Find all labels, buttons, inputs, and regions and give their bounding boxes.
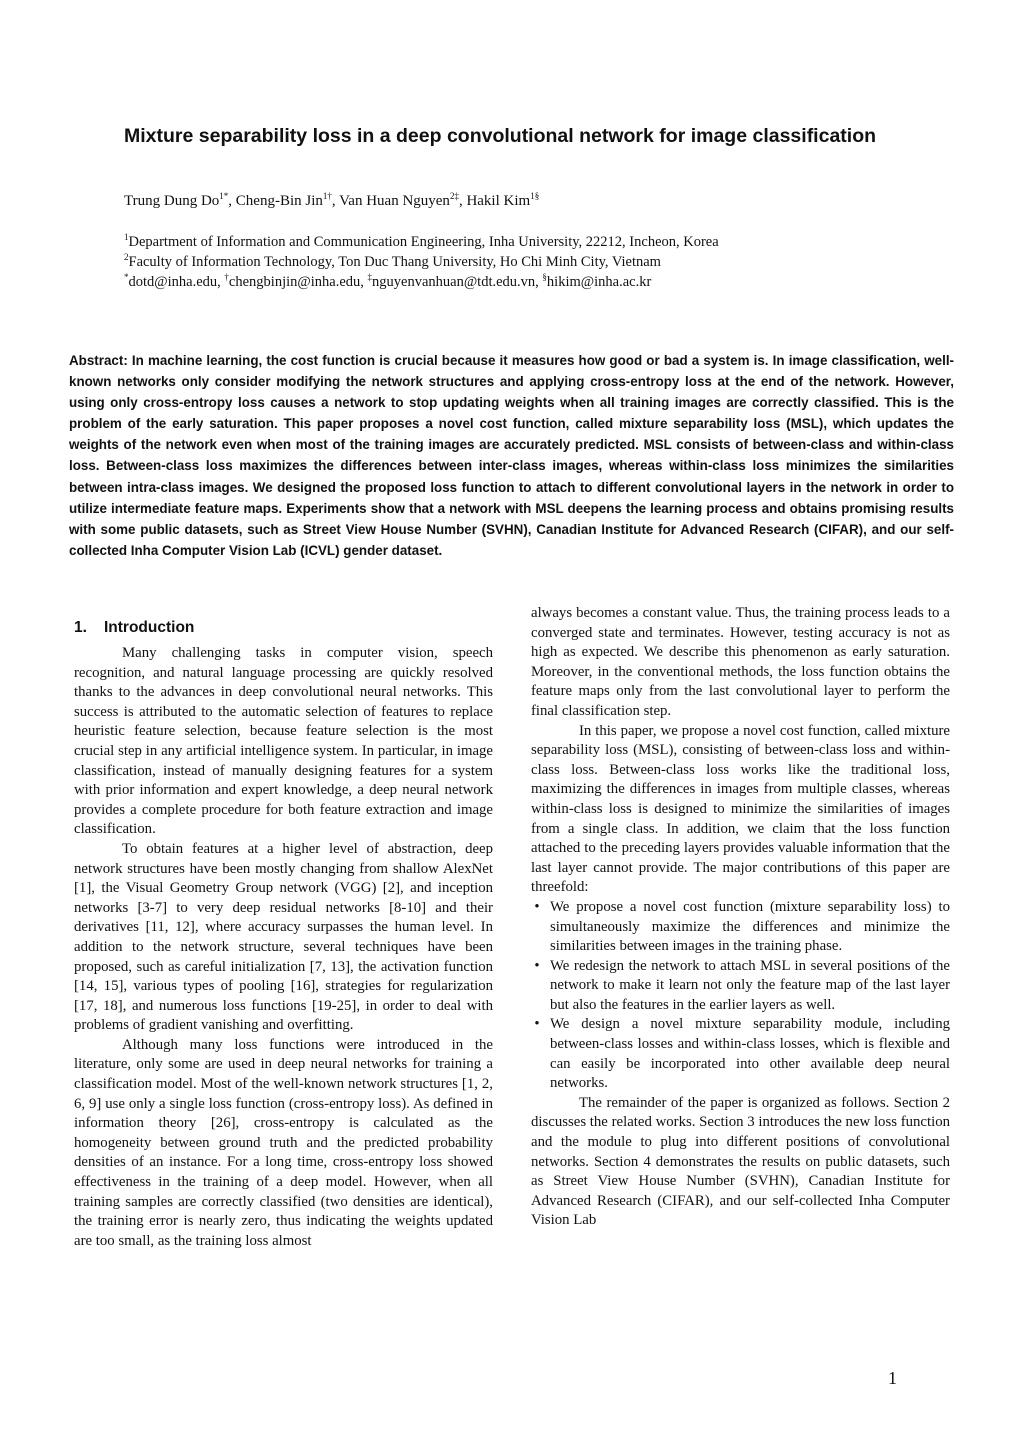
email-mark: §	[542, 272, 547, 283]
body-paragraph: The remainder of the paper is organized as follows. Section 2 discusses the related works. Section 3 introduces the new loss function and the module to plug into different positions of convolutional networks. Section 4 demonstrates the results on public datasets, such as Street View House Number (SVHN), Canadian Institute for Advanced Research (CIFAR), and our self-collected Inha Computer Vision Lab	[531, 1094, 950, 1229]
email-mark: †	[224, 272, 229, 283]
affiliation-line	[124, 252, 924, 272]
author-mark: 1§	[530, 191, 540, 202]
email-line: *dotd@inha.edu, †chengbinjin@inha.edu, ‡nguyenvanhuan@tdt.edu.vn, §hikim@inha.ac.kr	[124, 272, 652, 290]
email-link[interactable]: chengbinjin@inha.edu	[228, 274, 361, 290]
paper-title: Mixture separability loss in a deep convolutional network for image classification	[124, 125, 877, 147]
body-paragraph: In this paper, we propose a novel cost function, called mixture separability loss (MSL), consisting of between-class loss and within-class loss. Between-class loss works like the traditional loss, maximizing the differences in images from multiple classes, whereas within-class loss is designed to minimize the similarities of images from a single class. In addition, we claim that the loss function attached to the preceding layers provides valuable information that the last layer cannot provide. The major contributions of this paper are threefold:	[531, 722, 950, 896]
bullet-icon: •	[534, 1016, 540, 1033]
section-number: 1.	[74, 619, 87, 636]
email-mark: ‡	[367, 272, 373, 283]
email-mark: *	[124, 272, 129, 283]
affiliation-line	[124, 232, 924, 252]
left-column	[74, 618, 493, 1251]
author-name: Cheng-Bin Jin	[235, 193, 323, 209]
author-mark: 1*	[219, 191, 229, 202]
author-name: Trung Dung Do	[124, 193, 220, 209]
body-paragraph: Although many loss functions were introduced in the literature, only some are used in deep neural networks for training a classification model. Most of the well-known network structures [1, 2, 6, 9] use only a single loss function (cross-entropy loss). As defined in information theory [26], cross-entropy is calculated as the homogeneity between ground truth and the predicted probability densities of an instance. For a long time, cross-entropy loss showed effectiveness in the training of a deep model. However, when all training samples are correctly classified (two densities are identical), the training error is nearly zero, thus indicating the weights updated are too small, as the training loss almost	[74, 1036, 493, 1249]
body-paragraph: always becomes a constant value. Thus, the training process leads to a converged state and terminates. However, testing accuracy is not as high as expected. We describe this phenomenon as early saturation. Moreover, in the conventional methods, the loss function obtains the feature maps only from the last convolutional layer to perform the final classification step.	[531, 605, 950, 719]
email-link[interactable]: nguyenvanhuan@tdt.edu.vn	[372, 274, 536, 290]
affiliation-text: Faculty of Information Technology, Ton Duc Thang University, Ho Chi Minh City, Vietnam	[128, 254, 661, 270]
list-item-text: We design a novel mixture separability module, including between-class losses and within-class losses, which is flexible and can easily be incorporated into other available deep neural networks.	[550, 1016, 950, 1092]
email-link[interactable]: hikim@inha.ac.kr	[546, 274, 652, 290]
author-mark: 1†	[322, 191, 332, 202]
section-heading-introduction	[74, 618, 493, 638]
author-name: Hakil Kim	[466, 193, 531, 209]
affiliation-mark: 1	[124, 232, 129, 243]
body-paragraph: To obtain features at a higher level of abstraction, deep network structures have been mostly changing from shallow AlexNet [1], the Visual Geometry Group network (VGG) [2], and inception networks [3-7] to very deep residual networks [8-10] and their derivatives [11, 12], where accuracy surpasses the human level. In addition to the network structure, several techniques have been proposed, such as careful initialization [7, 13], the activation function [14, 15], various types of pooling [16], strategies for regularization [17, 18], and numerous loss functions [19-25], in order to deal with problems of gradient vanishing and overfitting.	[74, 840, 493, 1034]
list-item	[531, 898, 950, 957]
email-link[interactable]: dotd@inha.edu	[128, 274, 218, 290]
author-name: Van Huan Nguyen	[339, 193, 450, 209]
bullet-icon: •	[534, 898, 540, 915]
contribution-list	[531, 898, 950, 1094]
right-column	[531, 604, 950, 1231]
abstract: Abstract: In machine learning, the cost function is crucial because it measures how good or bad a system is. In image classification, well-known networks only consider modifying the network structures and applying cross-entropy loss at the end of the network. However, using only cross-entropy loss causes a network to stop updating weights when all training images are correctly classified. This is the problem of the early saturation. This paper proposes a novel cost function, called mixture separability loss (MSL), which updates the weights of the network even when most of the training images are accurately predicted. MSL consists of between-class and within-class loss. Between-class loss maximizes the differences between inter-class images, whereas within-class loss minimizes the similarities between intra-class images. We designed the proposed loss function to attach to different convolutional layers in the network in order to utilize intermediate feature maps. Experiments show that a network with MSL deepens the learning process and obtains promising results with some public datasets, such as Street View House Number (SVHN), Canadian Institute for Advanced Research (CIFAR), and our self-collected Inha Computer Vision Lab (ICVL) gender dataset.	[69, 353, 954, 558]
page-number: 1	[888, 1368, 897, 1388]
affiliations	[124, 232, 924, 292]
bullet-icon: •	[534, 957, 540, 974]
affiliation-mark: 2	[124, 252, 129, 263]
list-item-text: We propose a novel cost function (mixture separability loss) to simultaneously maximize the differences and minimize the similarities between images in the training phase.	[550, 898, 950, 955]
author-mark: 2‡	[449, 191, 459, 202]
section-title: Introduction	[104, 619, 195, 636]
body-paragraph: Many challenging tasks in computer vision, speech recognition, and natural language processing are quickly resolved thanks to the advances in deep convolutional neural networks. This success is attributed to the automatic selection of features to replace heuristic feature selection, because feature selection is the most crucial step in any artificial intelligence system. In particular, in image classification, instead of manually designing features for a system with prior information and expert knowledge, a deep neural network provides a complete procedure for both feature extraction and image classification.	[74, 645, 493, 838]
author-list: Trung Dung $Do^{1*}$, Cheng-Bin Jin$^{1\dagger}$, Van Huan Nguyen$^{2\ddagger}$, Hakil Kim$^{1\S}$	[124, 191, 540, 209]
list-item	[531, 1015, 950, 1093]
affiliation-text: Department of Information and Communication Engineering, Inha University, 22212, Incheon, Korea	[128, 234, 719, 250]
list-item-text: We redesign the network to attach MSL in several positions of the network to make it learn not only the feature map of the last layer but also the features in the earlier layers as well.	[550, 957, 950, 1013]
list-item	[531, 957, 950, 1016]
